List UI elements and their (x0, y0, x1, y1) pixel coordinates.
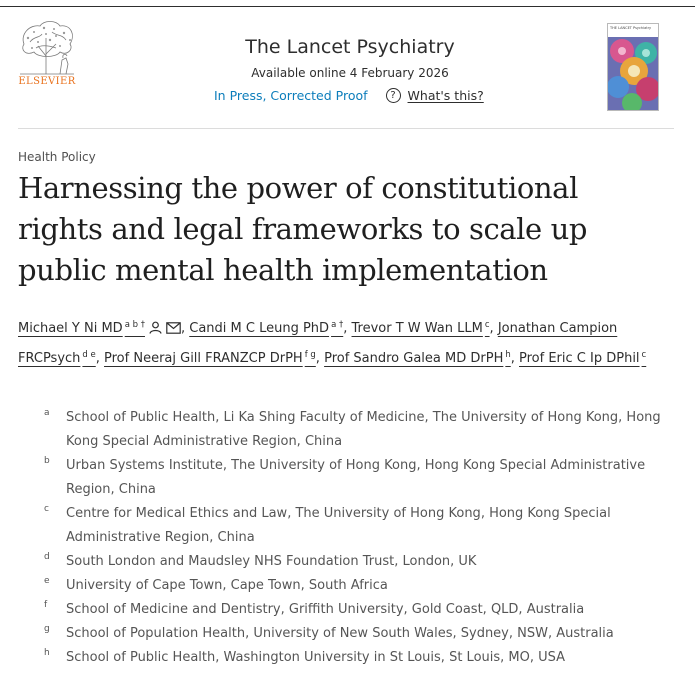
cover-artwork (608, 37, 659, 111)
affiliation-text: School of Public Health, Washington University in St Louis, St Louis, MO, USA (66, 650, 566, 665)
affiliation-item (44, 502, 674, 550)
available-online-date: Available online 4 February 2026 (251, 66, 449, 80)
author-link[interactable] (104, 351, 316, 366)
affiliation-mark: b (44, 456, 50, 466)
affiliation-item (44, 454, 674, 502)
author-separator: , (489, 321, 494, 336)
affiliation-text: University of Cape Town, Cape Town, South Africa (66, 578, 388, 593)
affiliation-item (44, 406, 674, 454)
author-affiliation-marks[interactable]: c (641, 350, 647, 360)
affiliation-mark: e (44, 576, 50, 586)
affiliation-mark: c (44, 504, 49, 514)
affiliation-text: Urban Systems Institute, The University of Hong Kong, Hong Kong Special Administrative Region, China (66, 458, 646, 497)
author-name: Prof Eric C Ip DPhil (519, 351, 640, 366)
elsevier-logo[interactable] (16, 20, 78, 92)
header-divider (18, 128, 674, 129)
author-affiliation-marks[interactable]: f g (304, 350, 316, 360)
author-entry (519, 351, 646, 366)
author-link[interactable] (352, 321, 490, 336)
affiliation-item (44, 598, 674, 622)
author-entry (352, 321, 494, 336)
affiliation-mark: h (44, 648, 50, 658)
affiliation-item (44, 550, 674, 574)
author-link[interactable] (189, 321, 343, 336)
author-name: Prof Sandro Galea MD DrPH (324, 351, 504, 366)
article-status-link[interactable]: In Press, Corrected Proof (214, 88, 368, 103)
author-entry (104, 351, 320, 366)
author-affiliation-marks[interactable]: a b † (124, 320, 145, 330)
person-icon[interactable] (149, 319, 162, 343)
affiliation-text: School of Public Health, Li Ka Shing Faculty of Medicine, The University of Hong Kong, Hong Kong Special Administrative Region, China (66, 410, 661, 449)
author-separator: , (315, 351, 320, 366)
author-separator: , (343, 321, 348, 336)
author-entry (324, 351, 515, 366)
affiliation-item (44, 622, 674, 646)
author-name: Trevor T W Wan LLM (351, 321, 483, 336)
author-affiliation-marks[interactable]: h (505, 350, 511, 360)
whats-this-link[interactable]: What's this? (407, 88, 484, 103)
journal-cover-thumbnail[interactable] (607, 23, 659, 111)
elsevier-tree-icon (16, 20, 78, 76)
affiliation-mark: g (44, 624, 50, 634)
whats-this-help[interactable] (386, 88, 484, 103)
author-affiliation-marks[interactable]: c (484, 320, 490, 330)
affiliation-mark: d (44, 552, 50, 562)
author-name: Jonathan Campion FRCPsych (18, 321, 618, 366)
mail-icon[interactable] (166, 319, 181, 343)
journal-title[interactable]: The Lancet Psychiatry (245, 36, 455, 58)
author-entry (189, 321, 347, 336)
author-link[interactable] (519, 351, 646, 366)
affiliation-text: Centre for Medical Ethics and Law, The University of Hong Kong, Hong Kong Special Administrative Region, China (66, 506, 611, 545)
affiliation-mark: f (44, 600, 48, 610)
author-affiliation-marks[interactable]: a † (331, 320, 344, 330)
top-divider (0, 6, 695, 7)
question-circle-icon: ? (386, 88, 401, 103)
author-separator: , (95, 351, 100, 366)
author-entry (18, 321, 185, 336)
author-name: Prof Neeraj Gill FRANZCP DrPH (104, 351, 303, 366)
affiliation-text: School of Medicine and Dentistry, Griffith University, Gold Coast, QLD, Australia (66, 602, 585, 617)
affiliation-item (44, 574, 674, 598)
article-section-label: Health Policy (18, 150, 96, 164)
article-status-row (214, 88, 484, 103)
publisher-logo-text: ELSEVIER (18, 76, 76, 87)
article-title: Harnessing the power of constitutional rights and legal frameworks to scale up public mental health implementation (18, 171, 588, 287)
affiliation-text: South London and Maudsley NHS Foundation Trust, London, UK (66, 554, 477, 569)
affiliation-list (44, 406, 674, 670)
affiliation-text: School of Population Health, University of New South Wales, Sydney, NSW, Australia (66, 626, 614, 641)
author-separator: , (180, 321, 186, 336)
author-link[interactable] (18, 321, 181, 336)
author-name: Candi M C Leung PhD (189, 321, 330, 336)
author-link[interactable] (324, 351, 511, 366)
author-affiliation-marks[interactable]: d e (82, 350, 96, 360)
affiliation-item (44, 646, 674, 670)
author-name: Michael Y Ni MD (18, 321, 123, 336)
affiliation-mark: a (44, 408, 50, 418)
cover-title: THE LANCET Psychiatry (610, 26, 652, 30)
author-separator: , (510, 351, 515, 366)
author-list (18, 313, 678, 371)
